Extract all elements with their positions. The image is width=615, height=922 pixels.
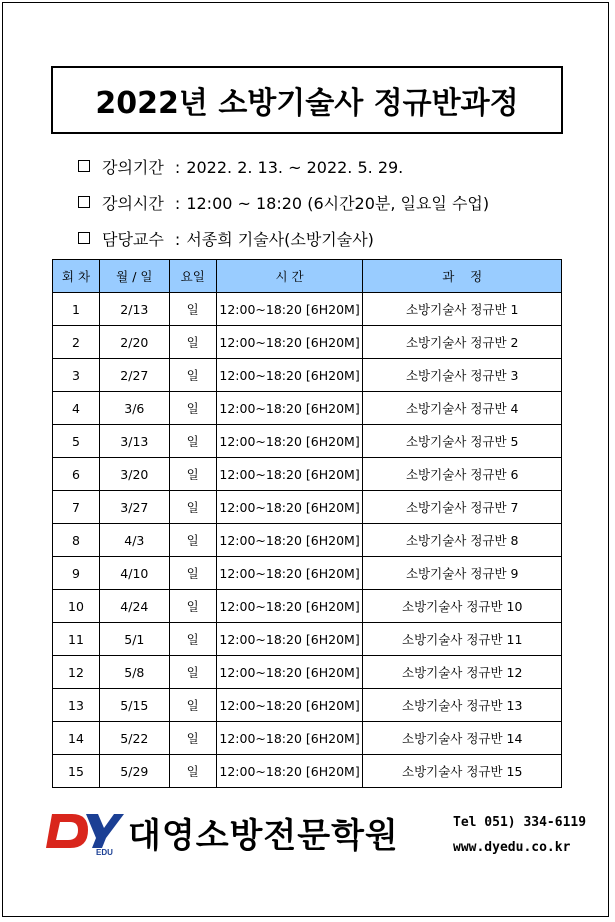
cell-time: 12:00~18:20 [6H20M] <box>216 392 363 425</box>
info-sep: : <box>174 230 181 249</box>
cell-day: 일 <box>169 722 216 755</box>
academy-url: www.dyedu.co.kr <box>453 840 571 855</box>
cell-date: 4/24 <box>99 590 169 623</box>
header-session: 회 차 <box>53 260 100 293</box>
page-title-text: 2022년 소방기술사 정규반과정 <box>95 86 519 121</box>
schedule-table <box>52 259 562 788</box>
cell-course: 소방기술사 정규반 10 <box>363 590 562 623</box>
table-row <box>53 425 562 458</box>
cell-time: 12:00~18:20 [6H20M] <box>216 293 363 326</box>
cell-session: 13 <box>53 689 100 722</box>
info-sep: : <box>174 158 181 177</box>
cell-session: 4 <box>53 392 100 425</box>
page-title <box>51 66 563 134</box>
cell-day: 일 <box>169 425 216 458</box>
info-label: 강의시간 <box>102 194 164 213</box>
cell-session: 14 <box>53 722 100 755</box>
cell-time: 12:00~18:20 [6H20M] <box>216 656 363 689</box>
cell-course: 소방기술사 정규반 13 <box>363 689 562 722</box>
cell-date: 4/3 <box>99 524 169 557</box>
cell-date: 5/22 <box>99 722 169 755</box>
table-row <box>53 392 562 425</box>
checkbox-icon <box>78 160 90 172</box>
cell-course: 소방기술사 정규반 2 <box>363 326 562 359</box>
cell-day: 일 <box>169 557 216 590</box>
academy-tel: Tel 051) 334-6119 <box>453 815 587 830</box>
cell-day: 일 <box>169 491 216 524</box>
cell-day: 일 <box>169 590 216 623</box>
header-date: 월 / 일 <box>99 260 169 293</box>
cell-day: 일 <box>169 623 216 656</box>
info-label: 강의기간 <box>102 158 164 177</box>
info-value: 12:00 ~ 18:20 (6시간20분, 일요일 수업) <box>186 194 490 213</box>
cell-course: 소방기술사 정규반 15 <box>363 755 562 788</box>
cell-course: 소방기술사 정규반 6 <box>363 458 562 491</box>
cell-course: 소방기술사 정규반 8 <box>363 524 562 557</box>
cell-session: 3 <box>53 359 100 392</box>
cell-date: 2/27 <box>99 359 169 392</box>
cell-day: 일 <box>169 524 216 557</box>
cell-date: 5/8 <box>99 656 169 689</box>
cell-day: 일 <box>169 458 216 491</box>
table-row <box>53 722 562 755</box>
table-row <box>53 293 562 326</box>
cell-session: 2 <box>53 326 100 359</box>
cell-time: 12:00~18:20 [6H20M] <box>216 755 363 788</box>
cell-course: 소방기술사 정규반 4 <box>363 392 562 425</box>
cell-time: 12:00~18:20 [6H20M] <box>216 458 363 491</box>
cell-course: 소방기술사 정규반 9 <box>363 557 562 590</box>
info-label: 담당교수 <box>102 230 164 249</box>
cell-day: 일 <box>169 293 216 326</box>
header-course: 과 정 <box>363 260 562 293</box>
cell-session: 6 <box>53 458 100 491</box>
cell-session: 11 <box>53 623 100 656</box>
cell-day: 일 <box>169 755 216 788</box>
cell-session: 5 <box>53 425 100 458</box>
cell-time: 12:00~18:20 [6H20M] <box>216 557 363 590</box>
table-row <box>53 623 562 656</box>
cell-course: 소방기술사 정규반 14 <box>363 722 562 755</box>
header-day: 요일 <box>169 260 216 293</box>
cell-session: 1 <box>53 293 100 326</box>
logo-sub-text: EDU <box>96 848 113 856</box>
logo-letters: DY <box>44 808 46 809</box>
cell-session: 8 <box>53 524 100 557</box>
info-lecture-time <box>78 191 489 214</box>
table-row <box>53 326 562 359</box>
academy-name: 대영소방전문학원 <box>128 816 399 856</box>
cell-day: 일 <box>169 656 216 689</box>
table-row <box>53 755 562 788</box>
logo-y-shape <box>86 814 124 848</box>
info-value: 서종희 기술사(소방기술사) <box>186 230 374 249</box>
checkbox-icon <box>78 196 90 208</box>
cell-date: 3/6 <box>99 392 169 425</box>
table-row <box>53 524 562 557</box>
info-sep: : <box>174 194 181 213</box>
cell-course: 소방기술사 정규반 3 <box>363 359 562 392</box>
info-value: 2022. 2. 13. ~ 2022. 5. 29. <box>186 158 404 177</box>
cell-course: 소방기술사 정규반 5 <box>363 425 562 458</box>
cell-session: 7 <box>53 491 100 524</box>
table-row <box>53 656 562 689</box>
cell-course: 소방기술사 정규반 11 <box>363 623 562 656</box>
cell-session: 10 <box>53 590 100 623</box>
cell-time: 12:00~18:20 [6H20M] <box>216 590 363 623</box>
cell-time: 12:00~18:20 [6H20M] <box>216 491 363 524</box>
table-row <box>53 590 562 623</box>
cell-date: 4/10 <box>99 557 169 590</box>
cell-day: 일 <box>169 359 216 392</box>
cell-date: 2/20 <box>99 326 169 359</box>
cell-time: 12:00~18:20 [6H20M] <box>216 359 363 392</box>
table-row <box>53 491 562 524</box>
checkbox-icon <box>78 232 90 244</box>
info-lecture-period <box>78 155 403 178</box>
dy-logo <box>44 808 124 856</box>
cell-session: 15 <box>53 755 100 788</box>
cell-date: 5/15 <box>99 689 169 722</box>
table-row <box>53 689 562 722</box>
table-row <box>53 557 562 590</box>
cell-time: 12:00~18:20 [6H20M] <box>216 689 363 722</box>
cell-session: 9 <box>53 557 100 590</box>
cell-session: 12 <box>53 656 100 689</box>
cell-time: 12:00~18:20 [6H20M] <box>216 425 363 458</box>
table-row <box>53 359 562 392</box>
cell-time: 12:00~18:20 [6H20M] <box>216 722 363 755</box>
cell-day: 일 <box>169 689 216 722</box>
info-instructor <box>78 227 374 250</box>
table-row <box>53 458 562 491</box>
cell-course: 소방기술사 정규반 12 <box>363 656 562 689</box>
cell-time: 12:00~18:20 [6H20M] <box>216 623 363 656</box>
cell-date: 3/13 <box>99 425 169 458</box>
cell-date: 2/13 <box>99 293 169 326</box>
cell-date: 3/20 <box>99 458 169 491</box>
cell-day: 일 <box>169 392 216 425</box>
cell-time: 12:00~18:20 [6H20M] <box>216 524 363 557</box>
cell-course: 소방기술사 정규반 1 <box>363 293 562 326</box>
cell-course: 소방기술사 정규반 7 <box>363 491 562 524</box>
cell-time: 12:00~18:20 [6H20M] <box>216 326 363 359</box>
cell-day: 일 <box>169 326 216 359</box>
cell-date: 5/1 <box>99 623 169 656</box>
cell-date: 5/29 <box>99 755 169 788</box>
cell-date: 3/27 <box>99 491 169 524</box>
header-time: 시 간 <box>216 260 363 293</box>
table-header-row <box>53 260 562 293</box>
